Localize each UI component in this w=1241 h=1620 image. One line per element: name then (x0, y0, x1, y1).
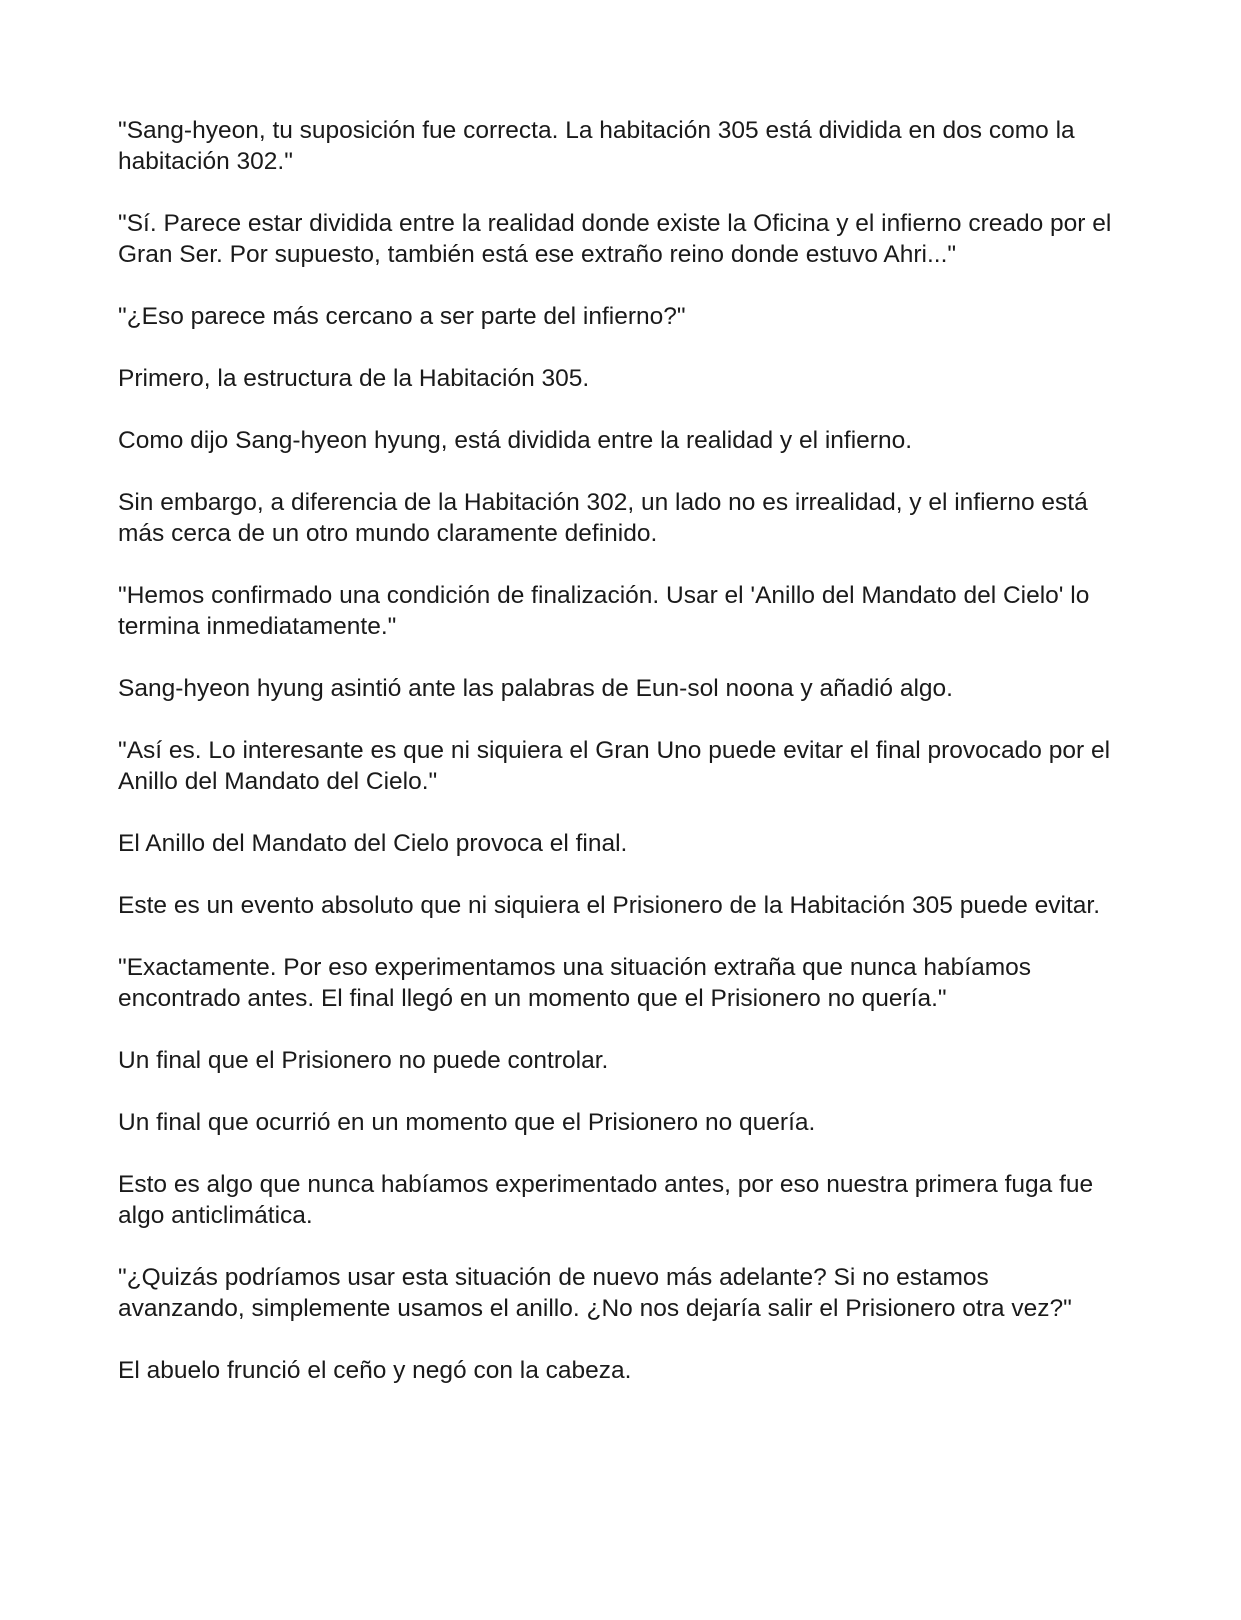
paragraph: El Anillo del Mandato del Cielo provoca el final. (118, 830, 628, 857)
paragraph: "Hemos confirmado una condición de finalización. Usar el 'Anillo del Mandato del Cielo' lo termina inmediatamente." (118, 582, 1090, 640)
paragraph: Esto es algo que nunca habíamos experimentado antes, por eso nuestra primera fuga fue algo anticlimática. (118, 1171, 1094, 1229)
paragraph: Como dijo Sang-hyeon hyung, está dividida entre la realidad y el infierno. (118, 427, 913, 454)
paragraph: "¿Eso parece más cercano a ser parte del infierno?" (118, 303, 686, 330)
paragraph: Un final que ocurrió en un momento que el Prisionero no quería. (118, 1109, 816, 1136)
document-body (118, 115, 1118, 1417)
paragraph: Sin embargo, a diferencia de la Habitación 302, un lado no es irrealidad, y el infierno está más cerca de un otro mundo claramente definido. (118, 489, 1088, 547)
paragraph: Un final que el Prisionero no puede controlar. (118, 1047, 609, 1074)
paragraph: "Exactamente. Por eso experimentamos una situación extraña que nunca habíamos encontrado antes. El final llegó en un momento que el Prisionero no quería." (118, 954, 1032, 1012)
paragraph: "¿Quizás podríamos usar esta situación de nuevo más adelante? Si no estamos avanzando, simplemente usamos el anillo. ¿No nos dejaría salir el Prisionero otra vez?" (118, 1264, 1072, 1322)
paragraph: "Sí. Parece estar dividida entre la realidad donde existe la Oficina y el infierno creado por el Gran Ser. Por supuesto, también está ese extraño reino donde estuvo Ahri..." (118, 210, 1112, 268)
paragraph: Sang-hyeon hyung asintió ante las palabras de Eun-sol noona y añadió algo. (118, 675, 953, 702)
paragraph: El abuelo frunció el ceño y negó con la cabeza. (118, 1357, 632, 1384)
paragraph: Primero, la estructura de la Habitación 305. (118, 365, 590, 392)
paragraph: "Sang-hyeon, tu suposición fue correcta. La habitación 305 está dividida en dos como la habitación 302." (118, 117, 1075, 175)
paragraph: "Así es. Lo interesante es que ni siquiera el Gran Uno puede evitar el final provocado por el Anillo del Mandato del Cielo." (118, 737, 1111, 795)
paragraph: Este es un evento absoluto que ni siquiera el Prisionero de la Habitación 305 puede evitar. (118, 892, 1101, 919)
